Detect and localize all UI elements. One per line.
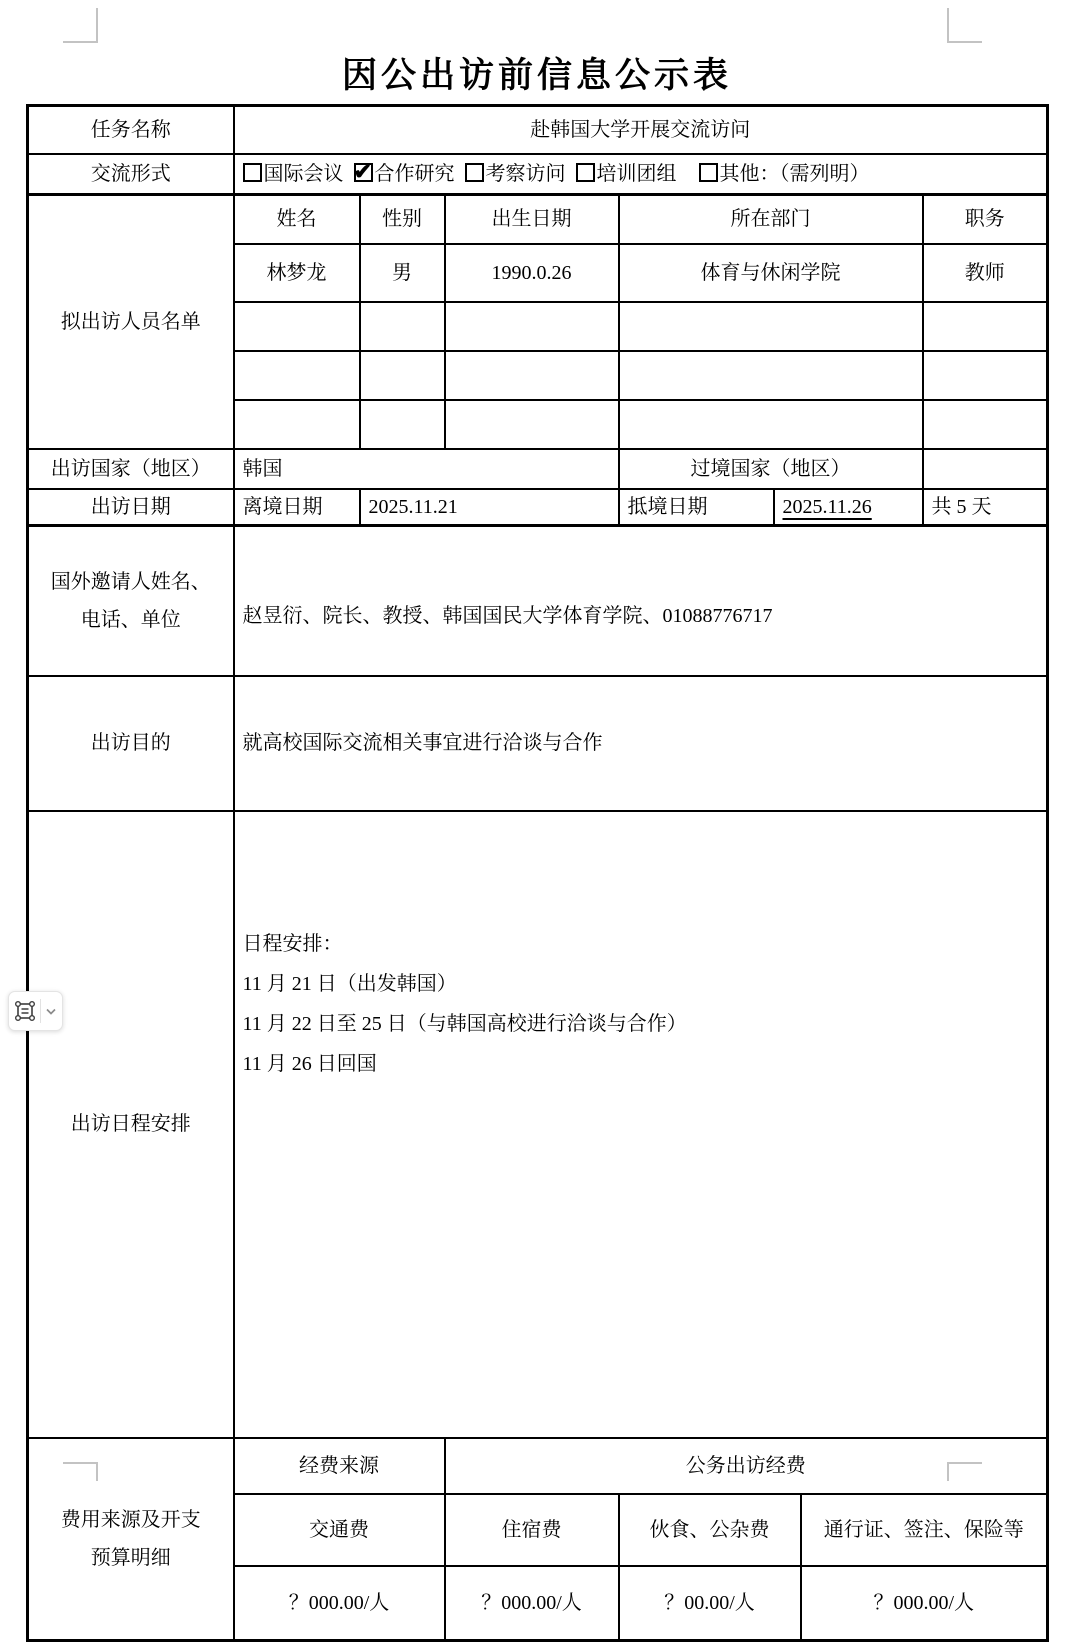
- empty-cell[interactable]: [619, 351, 923, 400]
- exchange-form-options: [234, 154, 1048, 195]
- option-international-conference[interactable]: [243, 163, 344, 185]
- empty-cell[interactable]: [234, 302, 360, 351]
- option-label: 其他：: [719, 162, 780, 185]
- itinerary-label: 出访日程安排: [28, 811, 234, 1438]
- checkbox-checked-icon[interactable]: [354, 163, 373, 182]
- checkbox-unchecked-icon[interactable]: [465, 163, 484, 182]
- empty-cell[interactable]: [923, 400, 1048, 449]
- option-label: 国际会议: [263, 162, 344, 185]
- itinerary-line: 日程安排：: [242, 933, 343, 955]
- frame-select-icon[interactable]: [12, 998, 38, 1024]
- member-gender-cell[interactable]: 男: [360, 244, 445, 302]
- option-label: 培训团组: [596, 162, 677, 185]
- visit-dates-label: 出访日期: [28, 489, 234, 526]
- budget-amount-lodging[interactable]: ？000.00/人: [445, 1566, 619, 1641]
- task-name-value[interactable]: 赴韩国大学开展交流访问: [234, 106, 1048, 155]
- option-cooperative-research[interactable]: [354, 163, 455, 185]
- destination-label: 出访国家（地区）: [28, 449, 234, 489]
- members-header-name: 姓名: [234, 195, 360, 245]
- empty-cell[interactable]: [234, 400, 360, 449]
- itinerary-value[interactable]: [234, 811, 1048, 1438]
- members-header-title: 职务: [923, 195, 1048, 245]
- empty-cell[interactable]: [234, 351, 360, 400]
- budget-amount-meals[interactable]: ？00.00/人: [619, 1566, 801, 1641]
- widget-divider: [40, 999, 41, 1023]
- member-name-cell[interactable]: 林梦龙: [234, 244, 360, 302]
- option-other-suffix: （需列明）: [779, 162, 870, 185]
- table-handle-widget[interactable]: [8, 991, 63, 1031]
- departure-date-value[interactable]: 2025.11.21: [360, 489, 619, 526]
- page-title: 因公出访前信息公示表: [341, 56, 732, 95]
- inviter-label-line1: 国外邀请人姓名、: [50, 571, 211, 593]
- purpose-label: 出访目的: [28, 676, 234, 811]
- members-header-department: 所在部门: [619, 195, 923, 245]
- chevron-down-icon[interactable]: [43, 1007, 59, 1016]
- budget-col-transport: 交通费: [234, 1494, 445, 1566]
- option-other[interactable]: [699, 163, 870, 185]
- budget-amount-transport[interactable]: ？000.00/人: [234, 1566, 445, 1641]
- member-title-cell[interactable]: 教师: [923, 244, 1048, 302]
- option-label: 合作研究: [374, 162, 455, 185]
- page-margin-mark-top-right: [947, 8, 982, 43]
- transit-label: 过境国家（地区）: [619, 449, 923, 489]
- departure-date-label: 离境日期: [234, 489, 360, 526]
- destination-value[interactable]: 韩国: [234, 449, 619, 489]
- member-birthdate-cell[interactable]: 1990.0.26: [445, 244, 619, 302]
- itinerary-line: 11 月 26 日回国: [242, 1053, 377, 1075]
- itinerary-line: 11 月 21 日（出发韩国）: [242, 973, 457, 995]
- members-header-birthdate: 出生日期: [445, 195, 619, 245]
- empty-cell[interactable]: [445, 400, 619, 449]
- official-expense-header: 公务出访经费: [445, 1438, 1048, 1494]
- empty-cell[interactable]: [360, 400, 445, 449]
- empty-cell[interactable]: [619, 400, 923, 449]
- empty-cell[interactable]: [619, 302, 923, 351]
- budget-label-line2: 预算明细: [90, 1547, 171, 1569]
- exchange-form-label: 交流形式: [28, 154, 234, 195]
- members-list-label: 拟出访人员名单: [28, 195, 234, 450]
- itinerary-line: 11 月 22 日至 25 日（与韩国高校进行洽谈与合作）: [242, 1013, 687, 1035]
- duration-value: 共 5 天: [923, 489, 1048, 526]
- funding-source-header: 经费来源: [234, 1438, 445, 1494]
- budget-label-line1: 费用来源及开支: [60, 1509, 201, 1531]
- budget-col-permits: 通行证、签注、保险等: [801, 1494, 1048, 1566]
- task-name-label: 任务名称: [28, 106, 234, 155]
- empty-cell[interactable]: [923, 351, 1048, 400]
- underlined-date: 2025.11.26: [782, 495, 872, 518]
- empty-cell[interactable]: [445, 351, 619, 400]
- budget-col-meals: 伙食、公杂费: [619, 1494, 801, 1566]
- option-inspection-visit[interactable]: [465, 163, 566, 185]
- empty-cell[interactable]: [360, 302, 445, 351]
- budget-col-lodging: 住宿费: [445, 1494, 619, 1566]
- option-training-group[interactable]: [576, 163, 677, 185]
- budget-amount-permits[interactable]: ？000.00/人: [801, 1566, 1048, 1641]
- form-table: [26, 104, 1049, 1642]
- checkbox-unchecked-icon[interactable]: [699, 163, 718, 182]
- inviter-label-line2: 电话、单位: [80, 609, 181, 631]
- arrival-date-label: 抵境日期: [619, 489, 774, 526]
- empty-cell[interactable]: [445, 302, 619, 351]
- checkbox-unchecked-icon[interactable]: [243, 163, 262, 182]
- member-department-cell[interactable]: 体育与休闲学院: [619, 244, 923, 302]
- page-margin-mark-top-left: [63, 8, 98, 43]
- arrival-date-value[interactable]: [774, 489, 923, 526]
- members-header-gender: 性别: [360, 195, 445, 245]
- budget-label: [28, 1438, 234, 1641]
- transit-value[interactable]: [923, 449, 1048, 489]
- inviter-value[interactable]: 赵昱衍、院长、教授、韩国国民大学体育学院、01088776717: [234, 526, 1048, 677]
- inviter-label: [28, 526, 234, 677]
- empty-cell[interactable]: [360, 351, 445, 400]
- empty-cell[interactable]: [923, 302, 1048, 351]
- option-label: 考察访问: [485, 162, 566, 185]
- checkbox-unchecked-icon[interactable]: [576, 163, 595, 182]
- purpose-value[interactable]: 就高校国际交流相关事宜进行洽谈与合作: [234, 676, 1048, 811]
